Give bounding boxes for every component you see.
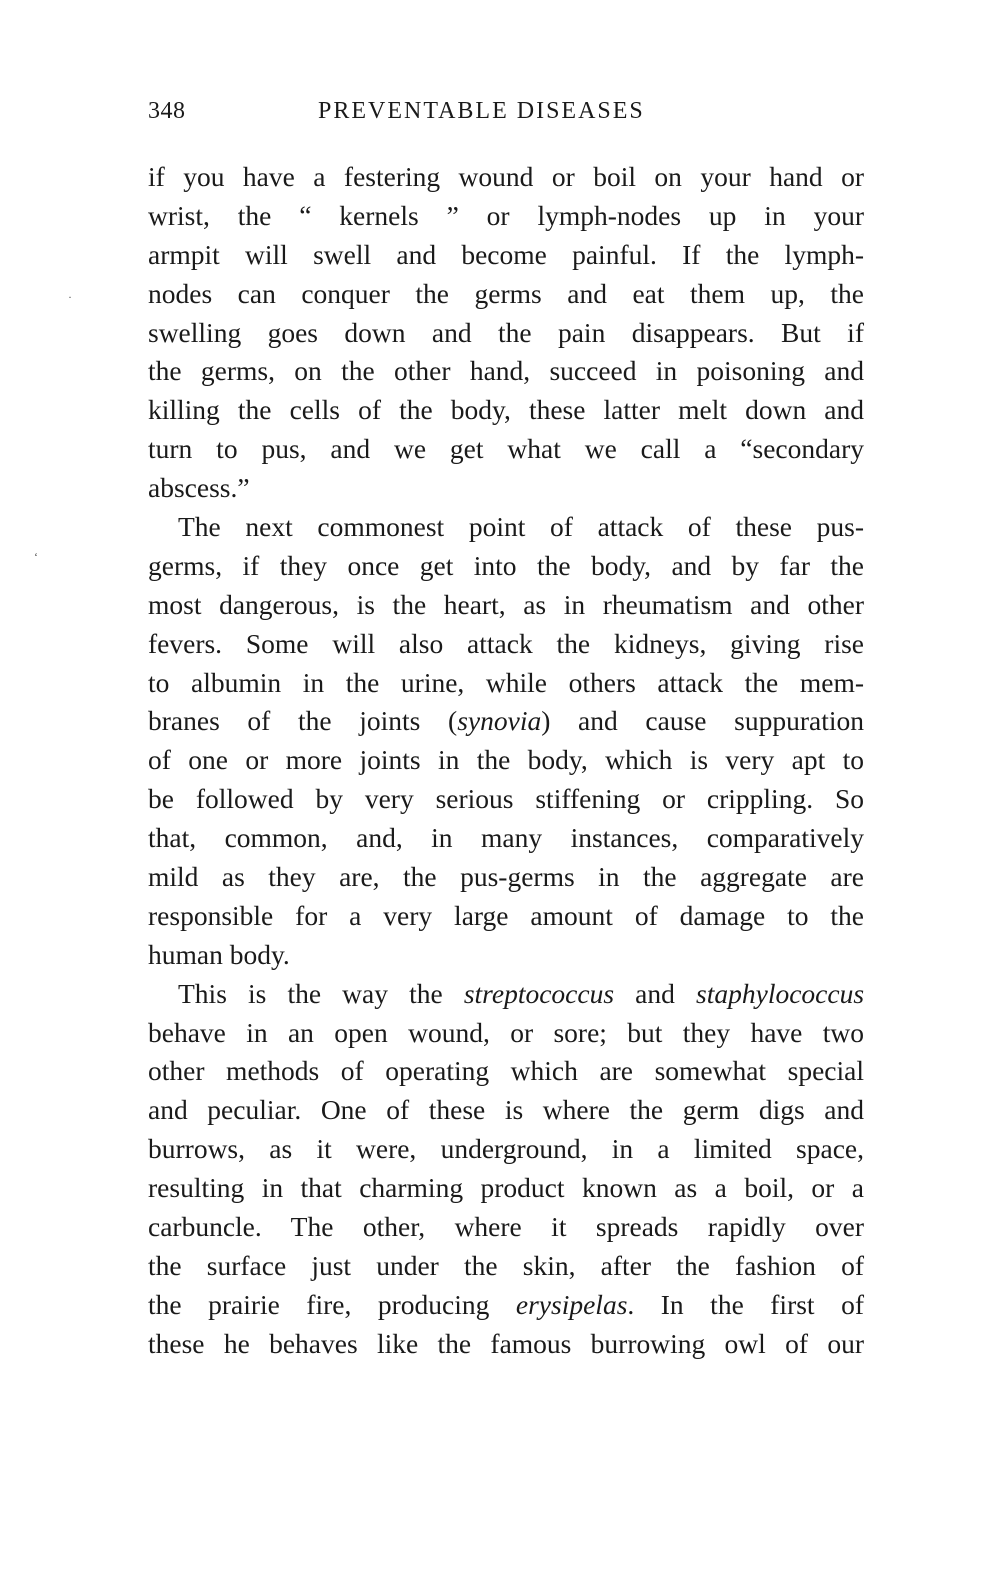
text-line: and peculiar. One of these is where the germ digs and [148,1094,864,1126]
text-line: the germs, on the other hand, succeed in poisoning and [148,355,864,387]
italic-term: erysipelas [515,1288,628,1320]
italic-term: synovia [457,705,542,737]
text-line: be followed by very serious stiffening or crippling. So [148,783,864,815]
paragraph-3 [148,975,864,1364]
margin-speck: ‘ [34,550,38,564]
text-line: turn to pus, and we get what we call a “secondary [148,433,864,465]
italic-term: streptococcus [463,977,615,1009]
page-header [148,98,868,138]
text-segment: . In the first of [627,1288,864,1320]
text-line: killing the cells of the body, these latter melt down and [148,394,864,426]
text-line: if you have a festering wound or boil on your hand or [148,161,864,192]
text-segment: and cause suppuration [578,705,864,737]
text-segment: the prairie fire, producing [148,1288,490,1320]
text-line: to albumin in the urine, while others attack the mem- [148,666,864,698]
text-line: human body. [148,938,290,970]
text-line: swelling goes down and the pain disappears. But if [148,316,864,348]
text-line: armpit will swell and become painful. If the lymph- [148,238,864,270]
text-line [148,975,864,1014]
text-line: these he behaves like the famous burrowing owl of our [148,1327,864,1359]
body-text [148,158,864,1364]
text-line: burrows, as it were, underground, in a limited space, [148,1133,864,1165]
text-line: the surface just under the skin, after the fashion of [148,1249,864,1281]
text-line: The next commonest point of attack of these pus- [178,511,864,543]
text-line: of one or more joints in the body, which is very apt to [148,744,864,776]
margin-speck: · [68,290,72,304]
text-line: responsible for a very large amount of damage to the [148,899,864,931]
text-line: carbuncle. The other, where it spreads rapidly over [148,1211,864,1243]
italic-term: staphylococcus [696,977,865,1009]
paragraph-1 [148,158,864,508]
text-segment: and [635,977,675,1009]
paragraph-2 [148,508,864,975]
text-line: branes of the joints (synovia) and cause suppuration [148,705,864,737]
text-line: fevers. Some will also attack the kidneys, giving rise [148,627,864,659]
text-line: that, common, and, in many instances, comparatively [148,822,864,854]
text-line: abscess.” [148,472,250,504]
running-head: PREVENTABLE DISEASES [318,98,645,124]
text-line: nodes can conquer the germs and eat them up, the [148,277,864,309]
text-line [148,1286,864,1325]
text-line: most dangerous, is the heart, as in rheumatism and other [148,588,864,620]
text-segment: This is the way the [178,977,443,1009]
text-line: germs, if they once get into the body, and by far the [148,549,864,581]
page-number: 348 [148,98,186,124]
text-segment: branes of the joints [148,705,421,737]
text-line: resulting in that charming product known as a boil, or a [148,1172,864,1204]
text-line: behave in an open wound, or sore; but they have two [148,1016,864,1048]
text-line: wrist, the “ kernels ” or lymph-nodes up in your [148,199,864,231]
text-line: mild as they are, the pus-germs in the aggregate are [148,861,864,893]
text-line: other methods of operating which are somewhat special [148,1055,864,1087]
